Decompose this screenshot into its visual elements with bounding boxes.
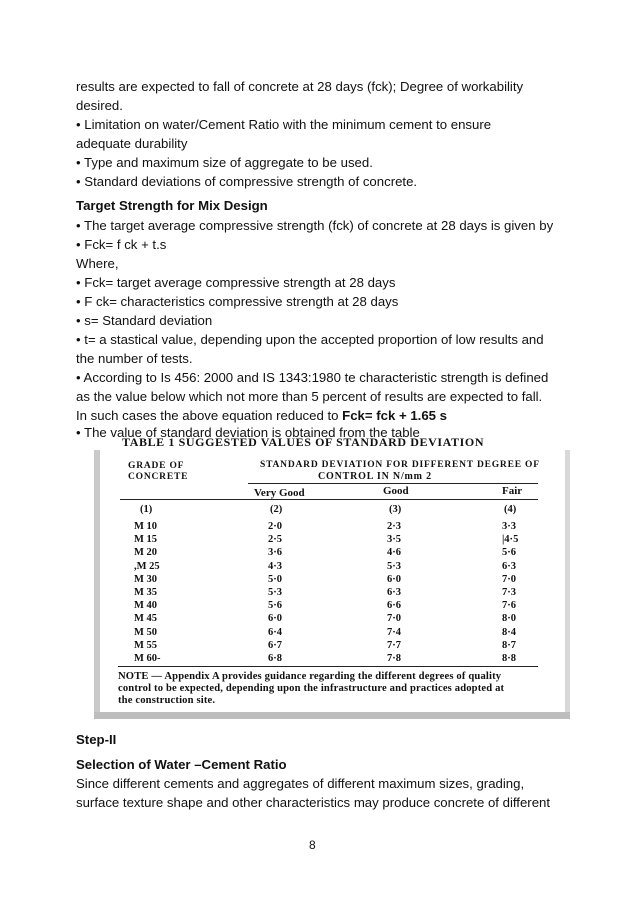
body-line: adequate durability	[76, 136, 188, 151]
table-cell-grade: M 45	[134, 613, 158, 625]
table-cell-value: 8·7	[502, 639, 517, 651]
table-cell-value: 7·3	[502, 587, 517, 598]
table-cell-value: 7·6	[502, 600, 517, 612]
body-line: • t= a stastical value, depending upon the accepted proportion of low results and	[76, 332, 544, 347]
body-line: • s= Standard deviation	[76, 313, 213, 328]
body-line: • Standard deviations of compressive strength of concrete.	[76, 174, 418, 189]
body-line: • Fck= f ck + t.s	[76, 237, 167, 252]
table-cell-value: 5·6	[268, 600, 283, 612]
body-line: • Fck= target average compressive strength at 28 days	[76, 275, 396, 290]
step-label: Step-II	[76, 732, 117, 747]
table-cell-value: 2·3	[387, 521, 402, 532]
group-header-rule	[248, 483, 538, 484]
body-line: desired.	[76, 98, 123, 113]
table-cell-grade: M 15	[134, 534, 158, 546]
equation-prefix: In such cases the above equation reduced to	[76, 408, 343, 423]
table-cell-value: 5·3	[387, 560, 402, 572]
table-cell-grade: M 50	[134, 626, 158, 638]
table-cell-value: 4·6	[387, 547, 402, 559]
table-cell-value: 8·8	[502, 653, 517, 664]
body-line: • F ck= characteristics compressive strength at 28 days	[76, 294, 399, 309]
col-number: (2)	[270, 504, 283, 515]
section-heading-selection: Selection of Water –Cement Ratio	[76, 757, 287, 772]
col-header-grade-1: GRADE OF	[128, 461, 185, 471]
body-line: • The target average compressive strength (fck) of concrete at 28 days is given by	[76, 218, 554, 233]
body-line: results are expected to fall of concrete at 28 days (fck); Degree of workability	[76, 79, 524, 94]
sub-header-good: Good	[383, 485, 409, 497]
table-cell-value: 4·3	[268, 560, 283, 572]
table-cell-value: 2·0	[268, 521, 283, 532]
table-cell-value: 3·3	[502, 521, 517, 532]
table-cell-grade: M 40	[134, 600, 158, 612]
table-title: TABLE 1 SUGGESTED VALUES OF STANDARD DEVIATION	[122, 435, 485, 449]
table-cell-grade: M 30	[134, 573, 158, 585]
body-line: • Type and maximum size of aggregate to be used.	[76, 155, 373, 170]
body-line: as the value below which not more than 5 percent of results are expected to fall.	[76, 389, 543, 404]
scan-shadow-right	[565, 450, 570, 719]
table-cell-grade: M 10	[134, 521, 158, 532]
equation-bold: Fck= fck + 1.65 s	[342, 408, 447, 423]
table-cell-value: 6·8	[268, 653, 283, 664]
table-cell-value: 5·0	[268, 573, 283, 585]
table-note-line: control to be expected, depending upon the infrastructure and practices adopted at	[118, 683, 505, 694]
table-cell-grade: M 35	[134, 587, 158, 598]
body-line: the number of tests.	[76, 351, 193, 366]
table-cell-value: 6·3	[387, 587, 402, 598]
table-cell-grade: M 60-	[134, 653, 161, 664]
scan-shadow-left	[94, 450, 100, 719]
table-cell-value: 6·4	[268, 626, 283, 638]
table-cell-value: 8·0	[502, 613, 517, 625]
body-line: • Limitation on water/Cement Ratio with the minimum cement to ensure	[76, 117, 492, 132]
scan-shadow-bottom	[94, 712, 570, 719]
table-cell-value: 6·6	[387, 600, 402, 612]
table-cell-value: 7·4	[387, 626, 402, 638]
table-cell-value: 7·7	[387, 639, 402, 651]
header-rule	[120, 499, 538, 500]
table-cell-value: 6·3	[502, 560, 517, 572]
col-number: (4)	[504, 504, 517, 515]
table-cell-value: 5·3	[268, 587, 283, 598]
group-header-1: STANDARD DEVIATION FOR DIFFERENT DEGREE OF	[260, 460, 540, 470]
body-line: Where,	[76, 256, 119, 271]
sub-header-very-good: Very Good	[254, 487, 305, 499]
sub-header-fair: Fair	[502, 485, 523, 497]
body-line: • According to Is 456: 2000 and IS 1343:1980 te characteristic strength is defined	[76, 370, 549, 385]
col-header-grade-2: CONCRETE	[128, 472, 189, 482]
table-cell-value: 7·8	[387, 653, 402, 664]
table-cell-grade: M 55	[134, 639, 158, 651]
page-number: 8	[309, 838, 316, 852]
table-cell-value: 7·0	[502, 573, 517, 585]
table-cell-value: 2·5	[268, 534, 283, 546]
body-line: • The value of standard deviation is obtained from the table	[76, 425, 420, 440]
table-cell-grade: ,M 25	[134, 560, 160, 572]
table-cell-value: 6·0	[268, 613, 283, 625]
body-line: Since different cements and aggregates of different maximum sizes, grading,	[76, 776, 525, 791]
col-number: (3)	[389, 504, 402, 515]
section-heading-target-strength: Target Strength for Mix Design	[76, 198, 268, 213]
body-line: surface texture shape and other characteristics may produce concrete of different	[76, 795, 551, 810]
table-cell-value: 3·5	[387, 534, 402, 546]
col-number: (1)	[140, 504, 153, 515]
table-cell-value: 6·0	[387, 573, 402, 585]
table-cell-value: 6·7	[268, 639, 283, 651]
table-cell-grade: M 20	[134, 547, 158, 559]
table-cell-value: 5·6	[502, 547, 517, 559]
table-note-line: the construction site.	[118, 695, 216, 706]
table-bottom-rule	[118, 666, 538, 667]
table-cell-value: 3·6	[268, 547, 283, 559]
group-header-2: CONTROL IN N/mm 2	[318, 471, 432, 482]
table-note-line: NOTE — Appendix A provides guidance regarding the different degrees of quality	[118, 671, 502, 682]
table-cell-value: 7·0	[387, 613, 402, 625]
table-cell-value: |4·5	[502, 534, 519, 546]
table-cell-value: 8·4	[502, 626, 517, 638]
